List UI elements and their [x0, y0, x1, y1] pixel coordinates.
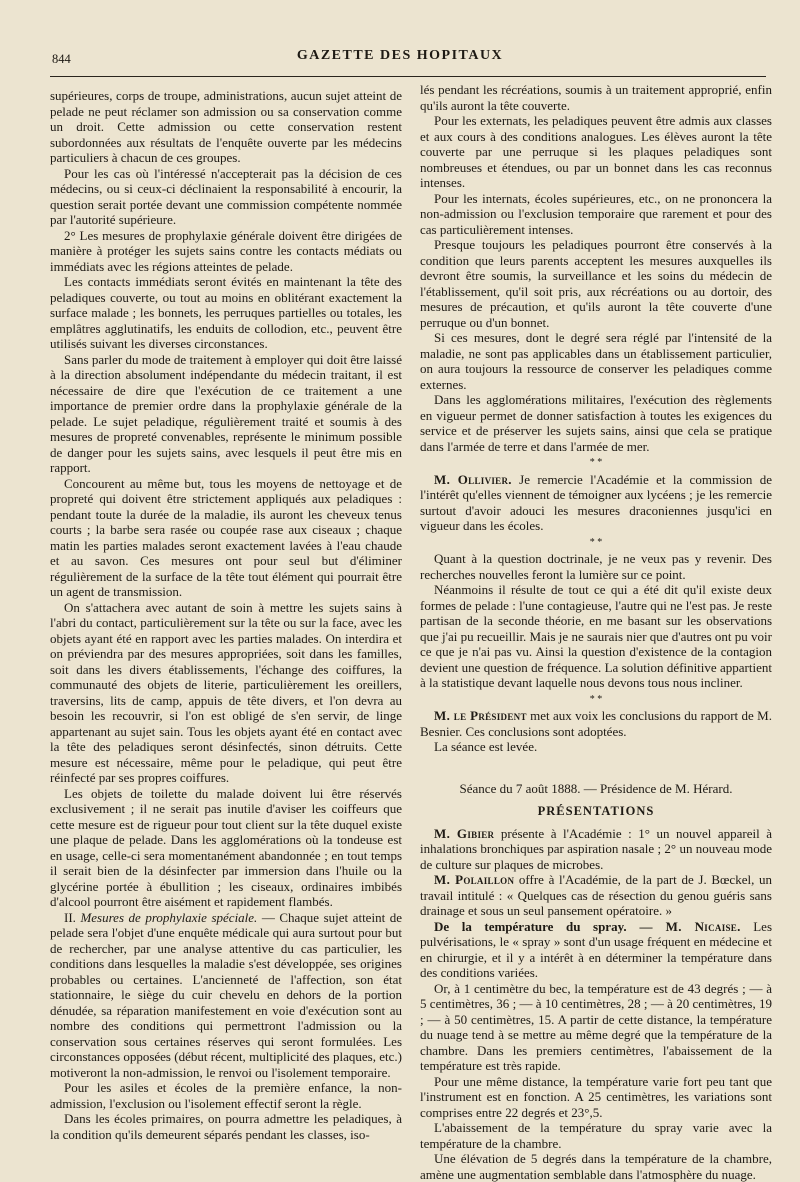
- paragraph: [420, 826, 772, 873]
- paragraph-text: — Chaque sujet atteint de pelade sera l'objet d'une enquête médicale qui aura surtout pour but de rechercher, par une analyse attentive du cas particulier, les conditions dans lesquelles la maladie s'est développée, ses origines probables ou certaines. L'ancienneté de l'affection, son état stationnaire, le siège du cuir chevelu en dehors de la portion dénudée, sa réparation manifestement en voie d'exécution sont au nombre des conditions qui permettront l'admission ou la conservation sous certaines réserves qui seront formulées. Les circonstances opposées (début récent, multiplicité des plaques, etc.) motiveront la non-admission, le renvoi ou l'isolement temporaire.: [50, 909, 402, 1080]
- paragraph: [50, 910, 402, 1081]
- speaker-name: M. Ollivier.: [434, 471, 512, 487]
- paragraph: Pour les internats, écoles supérieures, etc., on ne prononcera la non-admission ou l'exclusion temporaire que rarement et pour des cas particulièrement intenses.: [420, 190, 772, 237]
- paragraph-text: présente à l'Académie : 1° un nouvel appareil à inhalations bronchiques par aspiration nasale ; 2° un nouveau mode de culture sur plaques de microbes.: [420, 825, 772, 872]
- paragraph: Les contacts immédiats seront évités en maintenant la tête des peladiques couverte, ou tout au moins en oblitérant exactement la surface malade ; les bonnets, les perruques partielles ou totales, les emplâtres agglutinatifs, les enduits de collodion, etc., peuvent être utilisés suivant les diverses circonstances.: [50, 274, 402, 351]
- section-number: II.: [64, 909, 81, 925]
- article-title: De la température du spray.: [434, 918, 627, 934]
- speaker-name: M. le Président: [434, 708, 527, 723]
- paragraph: Une élévation de 5 degrés dans la température de la chambre, amène une augmentation semblable dans l'atmosphère du nuage.: [420, 1151, 772, 1182]
- speaker-name: — M. Nicaise.: [626, 918, 741, 934]
- right-column: [420, 82, 772, 1182]
- section-heading: PRÉSENTATIONS: [537, 804, 655, 818]
- paragraph-text: offre à l'Académie, de la part de J. Bœckel, un travail intitulé : « Quelques cas de résection du genou guéris sans drainage et sous un seul pansement opératoire. »: [420, 872, 773, 918]
- section-title: Mesures de prophylaxie spéciale.: [80, 909, 258, 925]
- paragraph: [420, 472, 772, 534]
- paragraph-text: met aux voix les conclusions du rapport de M. Besnier. Ces conclusions sont adoptées.: [420, 708, 772, 739]
- paragraph-text: Les pulvérisations, le « spray » sont d'un usage fréquent en médecine et en chirurgie, et il y a intérêt à en déterminer la température dans des conditions variées.: [420, 918, 772, 980]
- running-title: GAZETTE DES HOPITAUX: [296, 48, 504, 63]
- session-heading: Séance du 7 août 1888. — Présidence de M. Hérard.: [459, 780, 733, 796]
- paragraph: 2° Les mesures de prophylaxie générale doivent être dirigées de manière à protéger les sujets sains contre les contacts médiats ou immédiats avec les régions atteintes de pelade.: [50, 227, 402, 274]
- paragraph: Presque toujours les peladiques pourront être conservés à la condition que leurs parents acceptent les mesures auxquelles ils devront être soumis, la surveillance et les soins du médecin de l'établissement, qu'il soit pris, aux récréations ou au dortoir, des mesures de précaution, et qu'ils auront la tête couverte d'une perruque ou d'un bonnet.: [420, 237, 772, 330]
- separator: * *: [589, 536, 603, 548]
- paragraph: Pour une même distance, la température varie fort peu tant que l'instrument est en fonction. A 25 centimètres, les variations sont comprises entre 22 degrés et 23°,5.: [420, 1073, 772, 1120]
- paragraph: lés pendant les récréations, soumis à un traitement approprié, enfin qu'ils auront la tête couverte.: [420, 82, 772, 113]
- page-number: 844: [52, 52, 71, 66]
- paragraph: Si ces mesures, dont le degré sera réglé par l'intensité de la maladie, ne sont pas applicables dans un établissement particulier, on aura toujours la ressource de conserver les peladiques comme externes.: [420, 330, 772, 392]
- paragraph: Quant à la question doctrinale, je ne veux pas y revenir. Des recherches nouvelles feront la lumière sur ce point.: [420, 551, 772, 582]
- paragraph: Pour les externats, les peladiques peuvent être admis aux classes et aux cours à des conditions analogues. Les élèves auront la tête couverte par une perruque si les plaques peladiques sont nombreuses et étendues, ou par un bonnet dans les cas reconnus intenses.: [420, 113, 772, 190]
- paragraph: Pour les cas où l'intéressé n'accepterait pas la décision de ces médecins, ou si ceux-ci déclinaient la responsabilité à encourir, la question serait portée devant une commission compétente nommée par l'autorité supérieure.: [50, 165, 402, 227]
- separator: * *: [589, 693, 603, 705]
- page-header: [0, 48, 800, 72]
- paragraph: L'abaissement de la température du spray varie avec la température de la chambre.: [420, 1120, 772, 1151]
- paragraph: On s'attachera avec autant de soin à mettre les sujets sains à l'abri du contact, particulièrement sur la tête ou sur la face, avec les objets ayant été en rapport avec les parties malades. On interdira et on préviendra par des mesures appropriées, soit dans les familles, soit dans les divers établissements, l'échange des coiffures, la communauté des objets de literie, particulièrement les oreillers, traversins, lits de camp, appuis de tête divers, et l'on devra au besoin les recouvrir, si l'on est obligé de s'en servir, de linge appartenant au sujet sain. Tous les objets ayant été en contact avec la tête des peladiques seront désinfectés, sinon détruits. Cette mesure est nécessaire, même pour le peladique, qui peut être réinfecté par ses propres coiffures.: [50, 599, 402, 785]
- paragraph: Dans les agglomérations militaires, l'exécution des règlements en vigueur permet de donner satisfaction à toutes les exigences du service et de préserver les sujets sains, ainsi que cela se pratique dans l'armée de terre et dans l'armée de mer.: [420, 392, 772, 454]
- paragraph: La séance est levée.: [434, 739, 538, 754]
- paragraph: [420, 872, 772, 919]
- left-column: [50, 88, 402, 1142]
- paragraph: Pour les asiles et écoles de la première enfance, la non-admission, l'exclusion ou l'isolement effectif seront la règle.: [50, 1080, 402, 1111]
- paragraph-text: Je remercie l'Académie et la commission de l'intérêt qu'elles viennent de témoigner aux lycéens ; je les remercie surtout d'avoir adouci les mesures draconiennes jusqu'ici en vigueur dans les écoles.: [420, 471, 773, 533]
- separator: * *: [589, 457, 603, 468]
- paragraph: Concourent au même but, tous les moyens de nettoyage et de propreté qui doivent être strictement appliqués aux peladiques : pendant toute la durée de la maladie, ils auront les cheveux tenus courts ; la barbe sera rasée ou coupée rase aux ciseaux ; chaque matin les parties malades seront exactement lavées à l'eau chaude et au savon. Ces mesures ont pour seul but d'éliminer régulièrement de la surface de la tête tout élément qui pourrait être un agent de transmission.: [50, 475, 402, 599]
- header-rule: [50, 76, 766, 77]
- paragraph: [420, 708, 772, 739]
- paragraph: Sans parler du mode de traitement à employer qui doit être laissé à la direction absolument indépendante du médecin traitant, il est nécessaire de dire que l'exécution de ce traitement a une importance de premier ordre dans la prophylaxie générale de la pelade. Le sujet peladique, régulièrement traité et soumis à des mesures de propreté convenables, représente le minimum possible de danger pour les sujets sains, avec lesquels il peut être mis en rapport.: [50, 351, 402, 475]
- paragraph: Or, à 1 centimètre du bec, la température est de 43 degrés ; — à 5 centimètres, 36 ; — à 10 centimètres, 28 ; — à 20 centimètres, 19 ; — à 50 centimètres, 15. A partir de cette distance, la température du nuage tend à se mettre au même degré que la température de la chambre. Dans les premiers centimètres, l'abaissement de la température est très rapide.: [420, 980, 772, 1073]
- paragraph: Néanmoins il résulte de tout ce qui a été dit qu'il existe deux formes de pelade : l'une contagieuse, l'autre qui ne l'est pas. Je reste partisan de la seconde théorie, en me basant sur les observations que j'ai pu recueillir. Mais je ne saurais nier que d'autres ont pu voir ce que je n'ai pas vu. Ainsi la question d'existence de la contagion devient une question de fréquence. La solution définitive appartient à la statistique devant laquelle nous devons tous nous incliner.: [420, 582, 772, 690]
- speaker-name: M. Gibier: [434, 825, 495, 841]
- spacer: [420, 755, 772, 769]
- paragraph: [420, 919, 772, 981]
- speaker-name: M. Polaillon: [434, 872, 515, 887]
- paragraph: Les objets de toilette du malade doivent lui être réservés exclusivement ; il ne serait pas inutile d'aviser les coiffeurs que cette mesure est de rigueur pour tout client sur la tête duquel existe une plaque de pelade. Dans les agglomérations où la tondeuse est en usage, celle-ci sera momentanément abandonnée ; en tout temps il serait bien de la désinfecter par immersion dans l'huile ou la glycérine portée à ébullition ; les ciseaux, ordinaires imbibés d'alcool pourront être aisément et rapidement flambés.: [50, 785, 402, 909]
- paragraph: Dans les écoles primaires, on pourra admettre les peladiques, à la condition qu'ils demeurent séparés pendant les classes, iso-: [50, 1111, 402, 1142]
- paragraph: supérieures, corps de troupe, administrations, aucun sujet atteint de pelade ne peut réclamer son admission ou sa conservation comme un droit. Cette admission ou cette conservation restent subordonnées aux résultats de l'enquête ouverte par les médecins particuliers à chacun de ces groupes.: [50, 88, 402, 165]
